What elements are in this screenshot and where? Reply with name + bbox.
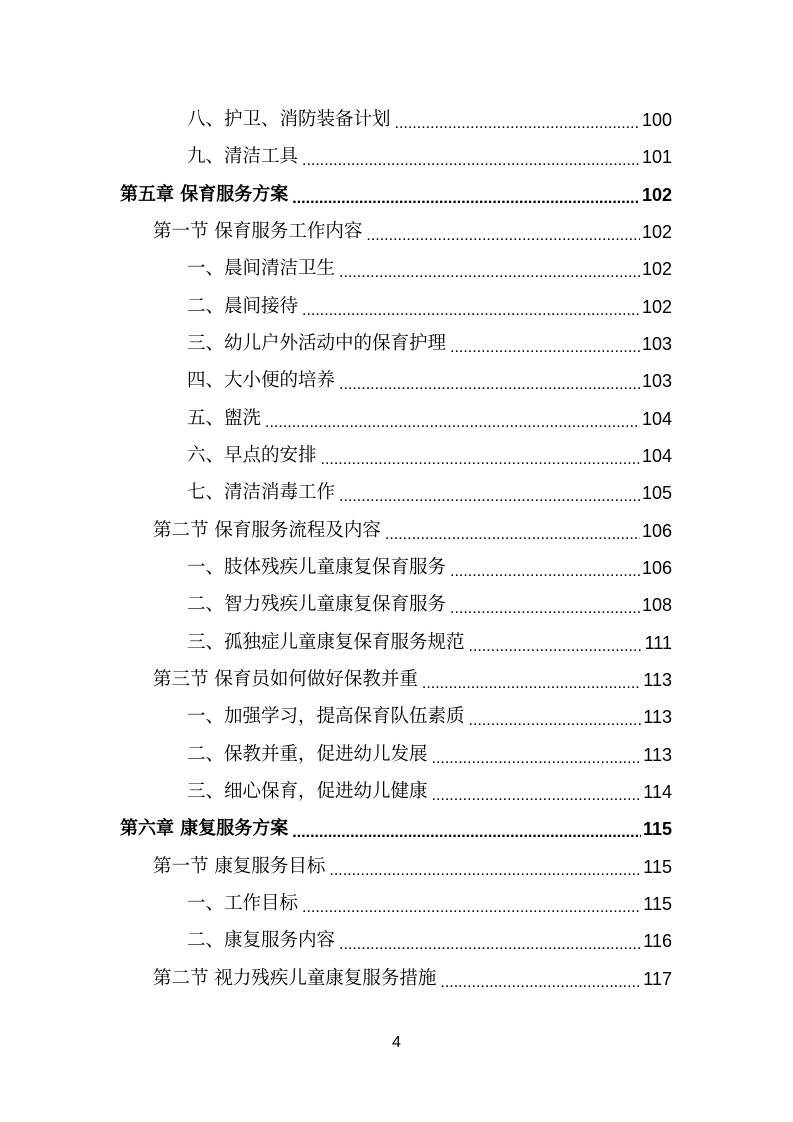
toc-entry-page: 105 bbox=[641, 483, 672, 503]
toc-dot-leader bbox=[339, 479, 640, 507]
toc-entry-title: 一、工作目标 bbox=[187, 893, 299, 914]
toc-dot-leader bbox=[432, 778, 642, 806]
toc-dot-leader bbox=[302, 293, 640, 321]
toc-dot-leader bbox=[385, 517, 640, 545]
toc-entry-title: 二、康复服务内容 bbox=[187, 930, 336, 951]
toc-entry[interactable] bbox=[187, 703, 672, 731]
toc-entry-title: 三、幼儿户外活动中的保育护理 bbox=[187, 333, 447, 354]
toc-entry[interactable] bbox=[187, 554, 672, 582]
toc-entry-title: 二、晨间接待 bbox=[187, 296, 299, 317]
toc-dot-leader bbox=[422, 666, 641, 694]
toc-dot-leader bbox=[469, 629, 643, 657]
toc-entry[interactable] bbox=[187, 293, 672, 321]
toc-entry-page: 102 bbox=[641, 185, 672, 205]
toc-dot-leader bbox=[450, 591, 640, 619]
toc-entry-title: 七、清洁消毒工作 bbox=[187, 482, 336, 503]
toc-dot-leader bbox=[329, 853, 641, 881]
toc-entry[interactable] bbox=[187, 890, 672, 918]
toc-entry-title: 三、细心保育，促进幼儿健康 bbox=[187, 781, 428, 802]
toc-dot-leader bbox=[450, 330, 640, 358]
toc-dot-leader bbox=[265, 405, 640, 433]
toc-dot-leader bbox=[292, 815, 641, 843]
toc-entry-page: 108 bbox=[641, 595, 672, 615]
toc-entry-title: 五、盥洗 bbox=[187, 408, 262, 429]
toc-entry-title: 一、加强学习，提高保育队伍素质 bbox=[187, 706, 465, 727]
toc-entry-page: 115 bbox=[642, 819, 672, 839]
toc-dot-leader bbox=[302, 143, 640, 171]
toc-entry-page: 101 bbox=[641, 147, 672, 167]
toc-section-entry[interactable] bbox=[153, 517, 672, 545]
toc-entry[interactable] bbox=[187, 629, 672, 657]
toc-entry-page: 114 bbox=[643, 782, 672, 802]
toc-entry[interactable] bbox=[187, 143, 672, 171]
toc-entry-page: 116 bbox=[643, 931, 672, 951]
toc-entry-page: 104 bbox=[641, 409, 672, 429]
toc-entry-page: 102 bbox=[641, 222, 672, 242]
toc-section-entry[interactable] bbox=[153, 853, 672, 881]
toc-dot-leader bbox=[395, 106, 640, 134]
toc-entry[interactable] bbox=[187, 367, 672, 395]
toc-entry-page: 102 bbox=[641, 259, 672, 279]
toc-entry-title: 二、智力残疾儿童康复保育服务 bbox=[187, 594, 447, 615]
toc-entry-title: 第二节 视力残疾儿童康复服务措施 bbox=[153, 968, 437, 989]
toc-entry-title: 第一节 康复服务目标 bbox=[153, 856, 326, 877]
toc-entry[interactable] bbox=[187, 591, 672, 619]
toc-entry-title: 三、孤独症儿童康复保育服务规范 bbox=[187, 632, 465, 653]
toc-entry[interactable] bbox=[187, 255, 672, 283]
toc-entry-page: 103 bbox=[641, 371, 672, 391]
toc-dot-leader bbox=[339, 367, 640, 395]
toc-dot-leader bbox=[469, 703, 642, 731]
toc-entry-page: 113 bbox=[643, 707, 672, 727]
toc-entry[interactable] bbox=[187, 330, 672, 358]
toc-entry-title: 二、保教并重，促进幼儿发展 bbox=[187, 744, 428, 765]
toc-dot-leader bbox=[292, 181, 640, 209]
toc-entry-page: 106 bbox=[641, 558, 672, 578]
toc-dot-leader bbox=[366, 218, 640, 246]
toc-dot-leader bbox=[432, 741, 642, 769]
toc-dot-leader bbox=[302, 890, 641, 918]
toc-dot-leader bbox=[450, 554, 640, 582]
toc-entry-page: 111 bbox=[644, 633, 672, 653]
toc-entry-title: 一、晨间清洁卫生 bbox=[187, 258, 336, 279]
toc-entry[interactable] bbox=[187, 778, 672, 806]
toc-entry[interactable] bbox=[187, 405, 672, 433]
toc-entry-page: 104 bbox=[641, 446, 672, 466]
toc-entry-title: 第六章 康复服务方案 bbox=[120, 818, 289, 839]
page-number: 4 bbox=[392, 1034, 401, 1051]
toc-entry-title: 一、肢体残疾儿童康复保育服务 bbox=[187, 557, 447, 578]
toc-entry-title: 六、早点的安排 bbox=[187, 445, 317, 466]
toc-entry[interactable] bbox=[187, 442, 672, 470]
toc-entry-page: 103 bbox=[641, 334, 672, 354]
toc-chapter-entry[interactable] bbox=[120, 815, 672, 843]
toc-entry[interactable] bbox=[187, 927, 672, 955]
toc-entry-page: 113 bbox=[643, 670, 672, 690]
toc-entry-page: 115 bbox=[643, 857, 672, 877]
toc-dot-leader bbox=[339, 255, 640, 283]
toc-section-entry[interactable] bbox=[153, 965, 672, 993]
toc-entry[interactable] bbox=[187, 106, 672, 134]
toc-entry-title: 第二节 保育服务流程及内容 bbox=[153, 520, 381, 541]
toc-dot-leader bbox=[321, 442, 640, 470]
toc-entry-title: 九、清洁工具 bbox=[187, 146, 299, 167]
toc-entry-title: 第三节 保育员如何做好保教并重 bbox=[153, 669, 418, 690]
toc-entry-title: 八、护卫、消防装备计划 bbox=[187, 109, 391, 130]
toc-entry-page: 115 bbox=[643, 894, 672, 914]
toc-entry-page: 102 bbox=[641, 297, 672, 317]
toc-dot-leader bbox=[440, 965, 641, 993]
toc-entry-title: 第五章 保育服务方案 bbox=[120, 184, 289, 205]
toc-dot-leader bbox=[339, 927, 641, 955]
toc-entry[interactable] bbox=[187, 741, 672, 769]
toc-section-entry[interactable] bbox=[153, 218, 672, 246]
toc-entry-page: 106 bbox=[641, 521, 672, 541]
toc-entry[interactable] bbox=[187, 479, 672, 507]
toc-entry-title: 第一节 保育服务工作内容 bbox=[153, 221, 363, 242]
toc-chapter-entry[interactable] bbox=[120, 181, 672, 209]
toc-entry-page: 113 bbox=[643, 745, 672, 765]
toc-entry-title: 四、大小便的培养 bbox=[187, 370, 336, 391]
toc-section-entry[interactable] bbox=[153, 666, 672, 694]
toc-entry-page: 117 bbox=[643, 969, 672, 989]
toc-entry-page: 100 bbox=[641, 110, 672, 130]
